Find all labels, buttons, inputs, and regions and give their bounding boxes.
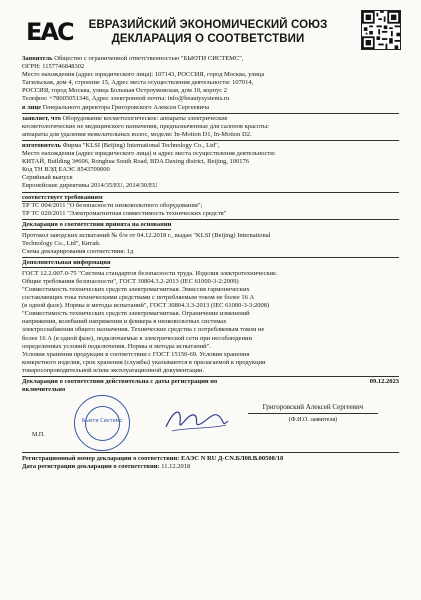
product-description-3: аппараты для удаления нежелательных волос, модели: In-Motion D1, In-Motion D2. xyxy=(22,130,252,138)
basis-scheme: Схема декларирования соответствия: 1д xyxy=(22,248,134,256)
representative-label: в лице xyxy=(22,103,42,111)
additional-line: составляющих тока техническими средствами с потребляемым током не более 16 А xyxy=(22,294,255,302)
basis-label: Декларация о соответствии принята на основании xyxy=(22,221,172,229)
requirement-2: ТР ТС 020/2011 "Электромагнитная совместимость технических средств" xyxy=(22,210,227,218)
additional-line: более 16 А (в одной фазе), подключаемые к электрической сети при несоблюдении xyxy=(22,334,252,342)
divider xyxy=(22,452,399,453)
title-declaration: ДЕКЛАРАЦИЯ О СООТВЕТСТВИИ xyxy=(111,33,305,45)
registration-date-line xyxy=(22,463,399,471)
applicant-label: Заявитель xyxy=(22,55,53,62)
document-title xyxy=(74,18,342,46)
registration-date: 11.12.2018 xyxy=(161,463,191,471)
divider xyxy=(22,192,399,193)
applicant-name: Общество с ограниченной ответственностью "БЬЮТИ СИСТЕМС", xyxy=(54,55,244,62)
manufacturer-line xyxy=(22,142,399,150)
signature-block xyxy=(22,395,399,451)
registration-number-line xyxy=(22,455,399,463)
additional-header xyxy=(22,259,399,268)
applicant-address-2: Тагильская, дом 4, строение 15, Адрес места осуществления деятельности: 107014, xyxy=(22,79,254,87)
seal-place-mark: М.П. xyxy=(32,432,45,439)
signer-caption: (Ф.И.О. заявителя) xyxy=(288,417,338,424)
requirements-header xyxy=(22,194,399,203)
manufacturer-label: изготовитель xyxy=(22,141,61,149)
applicant-contacts: Телефон: +78005051346, Адрес электронной почты: info@beautysystems.ru xyxy=(22,95,230,103)
applicant-address-3: РОССИЯ, город Москва, улица Большая Остроумовская, дом 10, корпус 2 xyxy=(22,87,228,95)
qr-code-graphic xyxy=(362,11,400,49)
divider xyxy=(22,140,399,141)
product-description-2: косметологические не медицинского назначения, предназначенные для салонов красоты: xyxy=(22,122,270,130)
signer-name: Григоровский Алексей Сергеевич xyxy=(262,403,364,412)
divider xyxy=(22,376,399,377)
additional-line: Общие требования безопасности", ГОСТ 30804.3.2-2013 (IEC 61000-3-2:2009) xyxy=(22,277,239,285)
requirement-1: ТР ТС 004/2011 "О безопасности низковольтного оборудования"; xyxy=(22,202,203,210)
stamp-text: Бьюти Системс xyxy=(81,418,123,425)
eac-logo: EAC xyxy=(26,18,73,46)
applicant-representative xyxy=(22,104,399,112)
manufacturer-address: КИТАЙ, Building 3#606, Ronghua South Road, BDA Daxing district, Beijing, 100176 xyxy=(22,158,249,166)
requirements-label: соответствует требованиям xyxy=(22,193,103,201)
additional-line: Условия хранения продукции в соответствии с ГОСТ 15150-69. Условия хранения xyxy=(22,350,250,358)
document-header xyxy=(22,10,399,55)
production-type: Серийный выпуск xyxy=(22,174,73,182)
validity-line xyxy=(22,378,399,386)
manufacturer-address-label: Место нахождения (адрес юридического лица) и адрес места осуществления деятельности: xyxy=(22,150,276,158)
applicant-address-1: Место нахождения (адрес юридического лица): 107143, РОССИЯ, город Москва, улица xyxy=(22,71,265,79)
applicant-ogrn: ОГРН: 1157746848302 xyxy=(22,63,85,71)
registration-date-label: Дата регистрации декларации о соответствии: xyxy=(22,463,160,471)
additional-line: ГОСТ 12.2.007.0-75 "Система стандартов безопасности труда. Изделия электротехнические. xyxy=(22,269,278,277)
additional-line: напряжения, колебаний напряжения и фликера в низковольтных системах xyxy=(22,318,227,326)
additional-line: товаросопроводительной и/или эксплуатационной документации. xyxy=(22,366,205,374)
validity-date: 09.12.2023 xyxy=(369,377,399,385)
title-union: ЕВРАЗИЙСКИЙ ЭКОНОМИЧЕСКИЙ СОЮЗ xyxy=(88,19,328,31)
handwritten-signature-icon xyxy=(162,403,232,437)
hs-code: Код ТН ВЭД ЕАЭС 8543709000 xyxy=(22,166,110,174)
validity-inclusive: включительно xyxy=(22,386,66,394)
qr-code-icon xyxy=(361,10,401,50)
registration-number: ЕАЭС N RU Д-CN.БЛ08.В.00508/18 xyxy=(181,455,284,463)
divider xyxy=(22,257,399,258)
signature-underline xyxy=(248,413,378,414)
additional-line: "Совместимость технических средств электромагнитная. Ограничение изменений xyxy=(22,310,250,318)
eu-directives: Европейские директивы 2014/35/EU, 2014/30/EU xyxy=(22,182,158,190)
representative-name: Генерального директора Григоровского Алексея Сергеевича xyxy=(41,103,210,111)
divider xyxy=(22,113,399,114)
basis-header xyxy=(22,221,399,230)
applicant-line xyxy=(22,55,399,63)
basis-protocol-2: Technology Co., Ltd", Китай. xyxy=(22,239,101,247)
company-stamp-icon xyxy=(74,395,130,451)
basis-protocol-1: Протокол заводских испытаний № б/н от 04.12.2018 г., выдан "KLSI (Beijing) International xyxy=(22,231,271,239)
additional-line: определенных условий подключения. Нормы и методы испытаний". xyxy=(22,342,211,350)
validity-label: Декларация о соответствии действительна с даты регистрации по xyxy=(22,377,218,385)
additional-line: "Совместимость технических средств электромагнитная. Эмиссия гармонических xyxy=(22,285,250,293)
declares-label: заявляет, что xyxy=(22,114,61,122)
additional-line: электроснабжения общего назначения. Технические средства с потребляемым током не xyxy=(22,326,265,334)
product-description-1: Оборудование косметологическое: аппараты электрические xyxy=(60,114,228,122)
additional-label: Дополнительная информация xyxy=(22,259,111,267)
registration-number-label: Регистрационный номер декларации о соответствии: xyxy=(22,455,180,463)
manufacturer-name: Фирма "KLSI (Beijing) International Technology Co., Ltd", xyxy=(60,141,220,149)
declares-line xyxy=(22,115,399,123)
additional-line: (в одной фазе). Нормы и методы испытаний", ГОСТ 30804.3.3-2013 (IEC 61000-3-3:2008) xyxy=(22,302,270,310)
additional-line: конкретного изделия, срок хранения (службы) указываются в прилагаемой к продукции xyxy=(22,358,266,366)
divider xyxy=(22,219,399,220)
